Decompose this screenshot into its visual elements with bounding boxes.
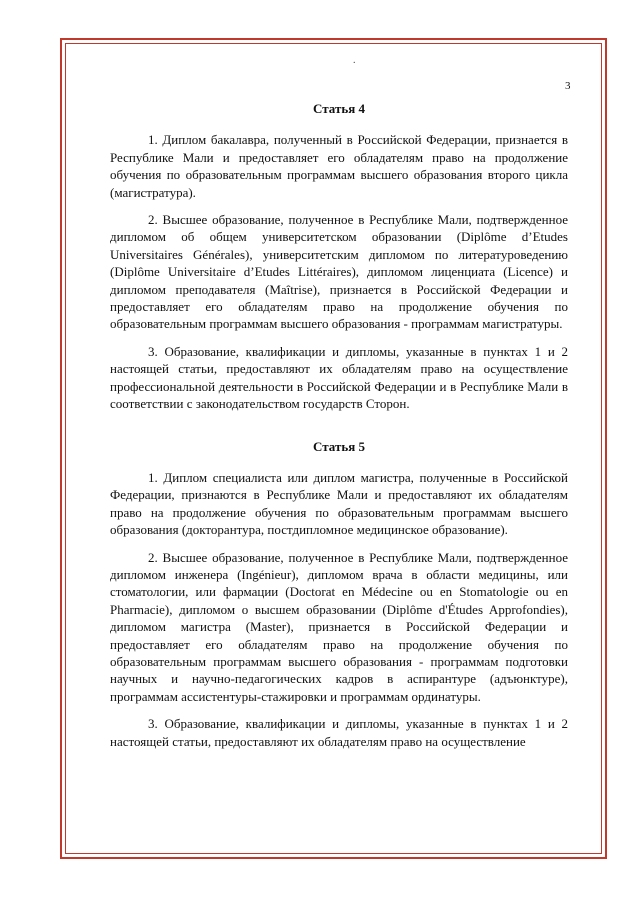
page-number: 3: [565, 80, 571, 92]
article-5-paragraph-1: 1. Диплом специалиста или диплом магистра, полученные в Российской Федерации, признаются в Республике Мали и предоставляют их обладателям право на продолжение обучения по образовательным программам высшего образования (докторантура, постдипломное медицинское образование).: [110, 469, 568, 538]
article-4-paragraph-3: 3. Образование, квалификации и дипломы, указанные в пунктах 1 и 2 настоящей статьи, предоставляют их обладателям право на осуществление профессиональной деятельности в Российской Федерации и в Республике Мали в соответствии с законодательством государств Сторон.: [110, 343, 568, 412]
article-5-paragraph-3: 3. Образование, квалификации и дипломы, указанные в пунктах 1 и 2 настоящей статьи, предоставляют их обладателям право на осуществление: [110, 716, 568, 749]
article-4-paragraph-2: 2. Высшее образование, полученное в Республике Мали, подтвержденное дипломом об общем университетском образовании (Diplôme d’Etudes Universitaires Générales), университетским дипломом по литературоведению (Diplôme Universitaire d’Etudes Littéraires), дипломом лиценциата (Licence) и дипломом преподавателя (Maîtrise), признается в Российской Федерации и предоставляет его обладателям право на продолжение обучения по образовательным программам высшего образования - программам магистратуры.: [110, 212, 568, 332]
article-4-paragraph-1: 1. Диплом бакалавра, полученный в Российской Федерации, признается в Республике Мали и предоставляет его обладателям право на продолжение обучения по образовательным программам высшего образования второго цикла (магистратура).: [110, 132, 568, 200]
article-5-title: Статья 5: [313, 438, 365, 454]
document-body: [110, 100, 568, 760]
article-5: [110, 438, 568, 751]
scan-dot-mark: .: [353, 55, 356, 66]
article-4-title: Статья 4: [313, 101, 365, 116]
article-5-paragraph-2: 2. Высшее образование, полученное в Республике Мали, подтвержденное дипломом инженера (Ingénieur), дипломом врача в области медицины, или стоматологии, или фармации (Doctorat en Médecine ou en Stomatologie ou en Pharmacie), дипломом о высшем образовании (Diplôme d'Études Approfondies), дипломом магистра (Master), признается в Российской Федерации и предоставляет его обладателям право на продолжение обучения по образовательным программам высшего образования - программам подготовки научных и научно-педагогических кадров в аспирантуре (адъюнктуре), программам ассистентуры-стажировки и программам ординатуры.: [110, 549, 568, 704]
article-4: [110, 100, 568, 413]
